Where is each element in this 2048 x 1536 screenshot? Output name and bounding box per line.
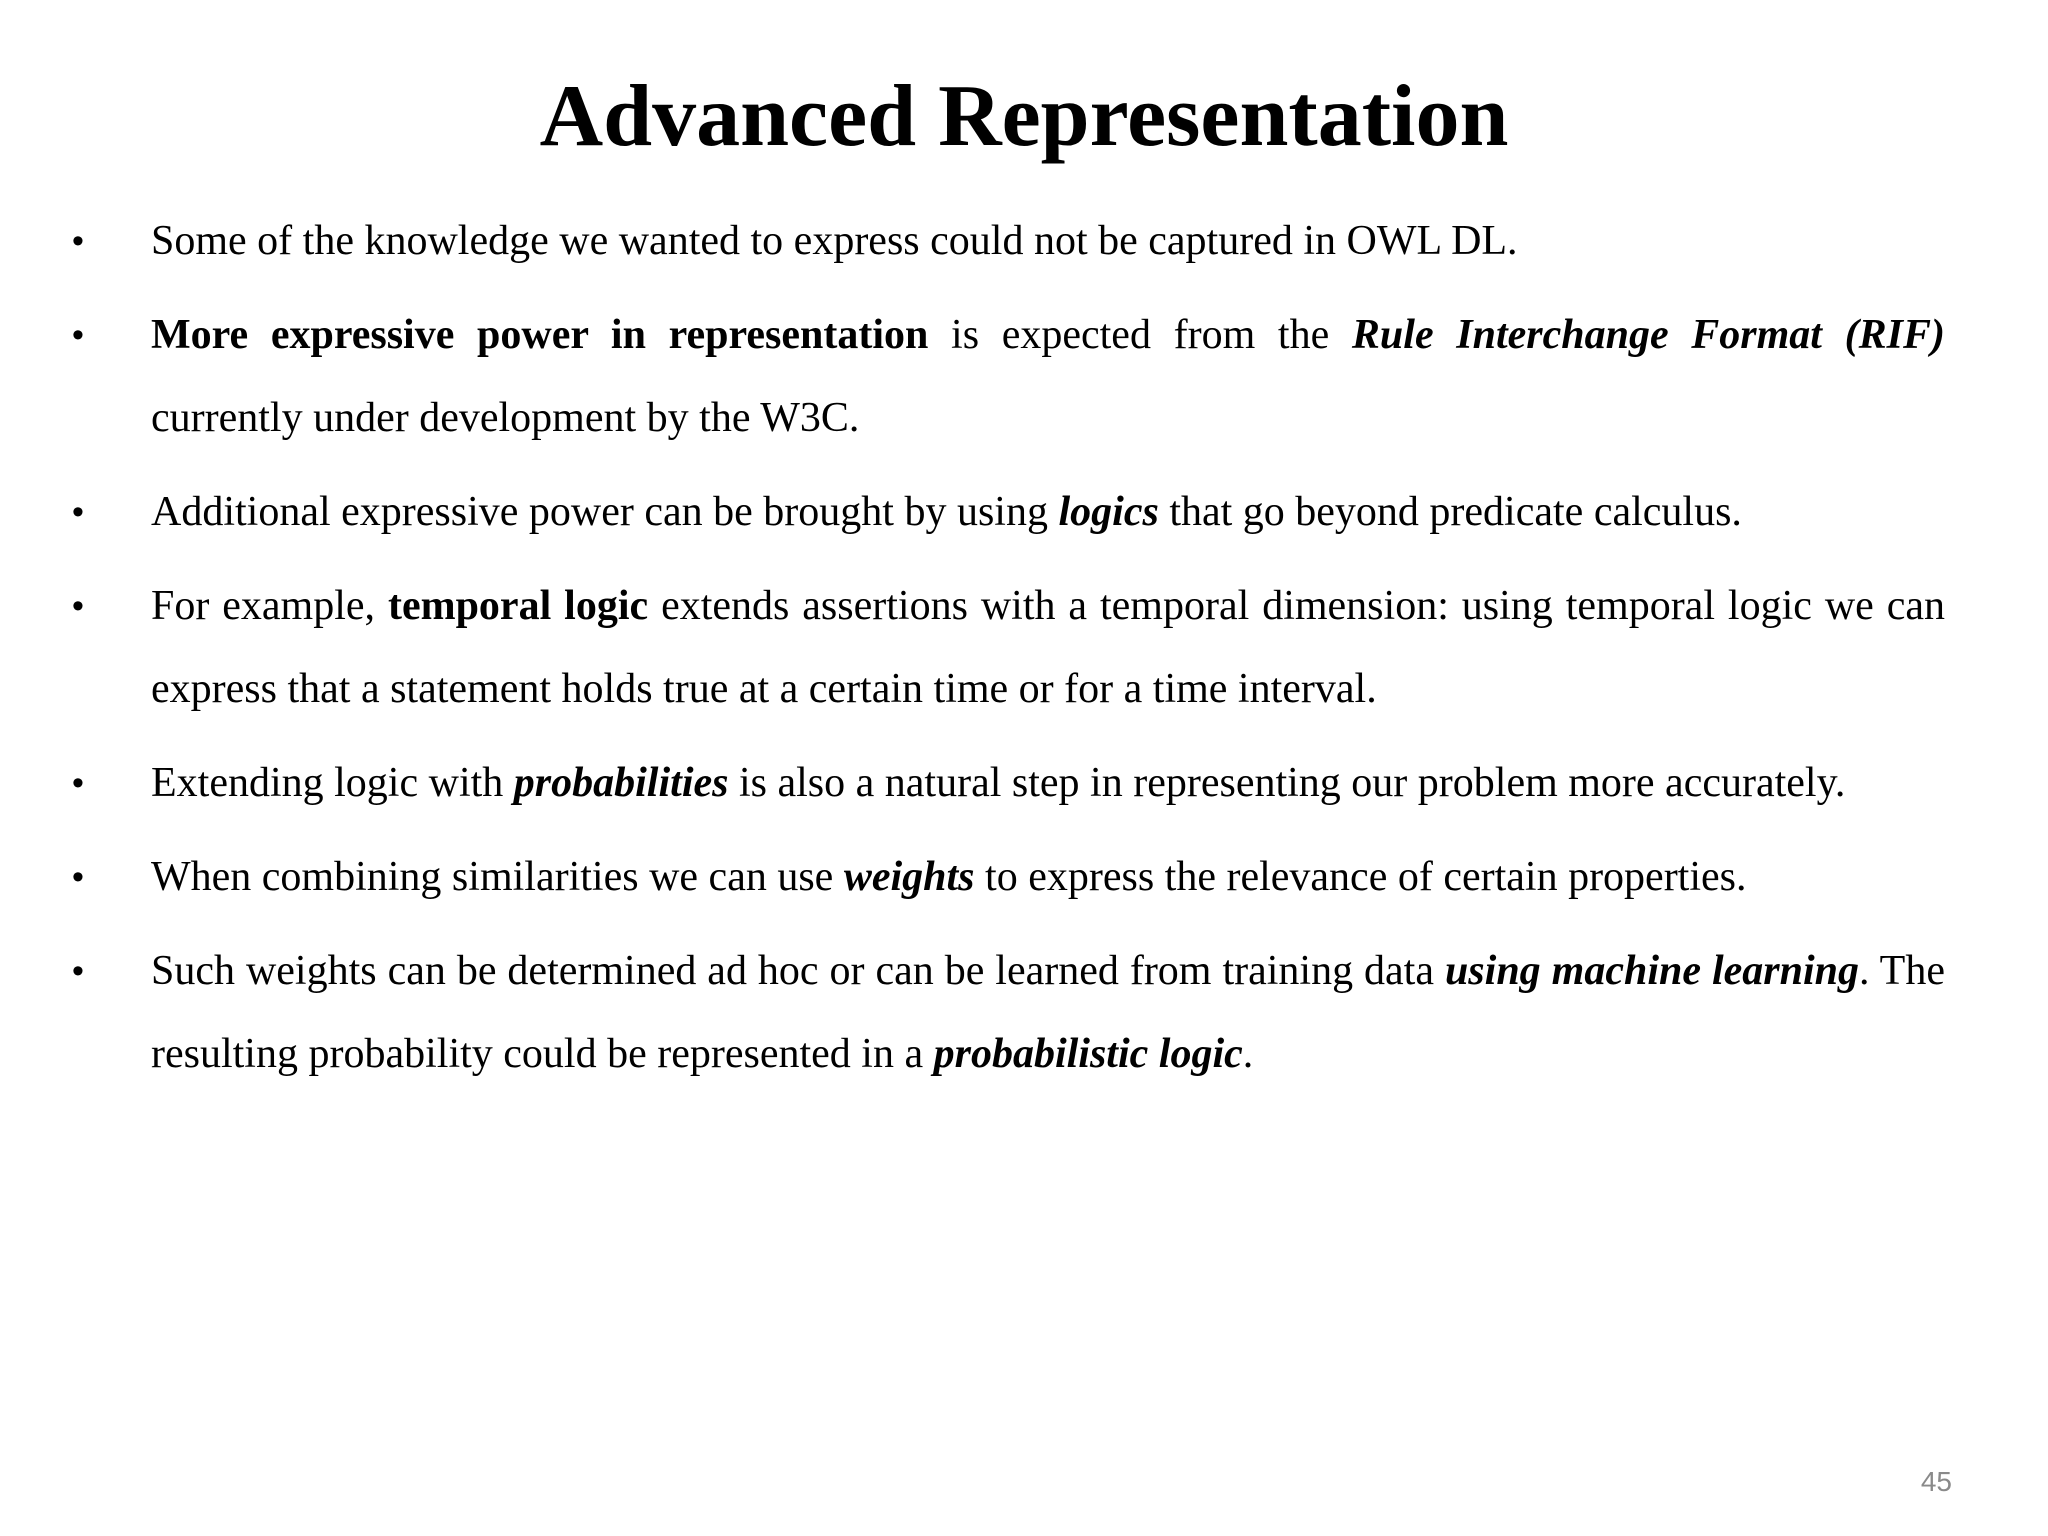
- emphasis-bold-italic: probabilistic logic: [933, 1031, 1243, 1077]
- bullet-text: Some of the knowledge we wanted to express could not be captured in OWL DL.: [151, 218, 1518, 264]
- emphasis-bold-italic: using machine learning: [1444, 948, 1859, 994]
- bullet-dot-icon: •: [72, 587, 84, 625]
- bullet-text: For example, temporal logic extends assertions with a temporal dimension: using temporal logic we can express that a statement holds true at a certain time or for a time interval.: [151, 583, 1945, 712]
- bullet-dot-icon: •: [72, 222, 84, 260]
- emphasis-bold-italic: probabilities: [513, 760, 729, 806]
- bullet-text: More expressive power in representation is expected from the Rule Interchange Format (RIF) currently under development by the W3C.: [151, 312, 1945, 441]
- bullet-dot-icon: •: [72, 952, 84, 990]
- bullet-text: Extending logic with probabilities is also a natural step in representing our problem more accurately.: [151, 760, 1846, 806]
- bullet-list: [0, 200, 2048, 1107]
- emphasis-bold-italic: logics: [1058, 489, 1159, 535]
- bullet-item: [0, 565, 1945, 731]
- bullet-dot-icon: •: [72, 858, 84, 896]
- bullet-item: [0, 836, 1945, 919]
- bullet-text: Additional expressive power can be brought by using logics that go beyond predicate calculus.: [151, 489, 1742, 535]
- bullet-dot-icon: •: [72, 316, 84, 354]
- bullet-dot-icon: •: [72, 493, 84, 531]
- bullet-dot-icon: •: [72, 764, 84, 802]
- bullet-item: [0, 930, 1945, 1096]
- bullet-item: [0, 200, 1945, 283]
- page-number: 45: [1920, 1466, 1952, 1497]
- bullet-item: [0, 294, 1945, 460]
- emphasis-bold: More expressive power in representation: [151, 312, 929, 358]
- emphasis-bold-italic: weights: [843, 854, 975, 900]
- bullet-text: When combining similarities we can use weights to express the relevance of certain properties.: [151, 854, 1747, 900]
- bullet-item: [0, 742, 1945, 825]
- bullet-text: Such weights can be determined ad hoc or can be learned from training data using machine learning. The resulting probability could be represented in a probabilistic logic.: [151, 948, 1945, 1077]
- emphasis-bold: temporal logic: [387, 583, 649, 629]
- bullet-item: [0, 471, 1945, 554]
- slide-title: Advanced Representation: [539, 68, 1509, 165]
- emphasis-bold-italic: Rule Interchange Format (RIF): [1351, 312, 1945, 358]
